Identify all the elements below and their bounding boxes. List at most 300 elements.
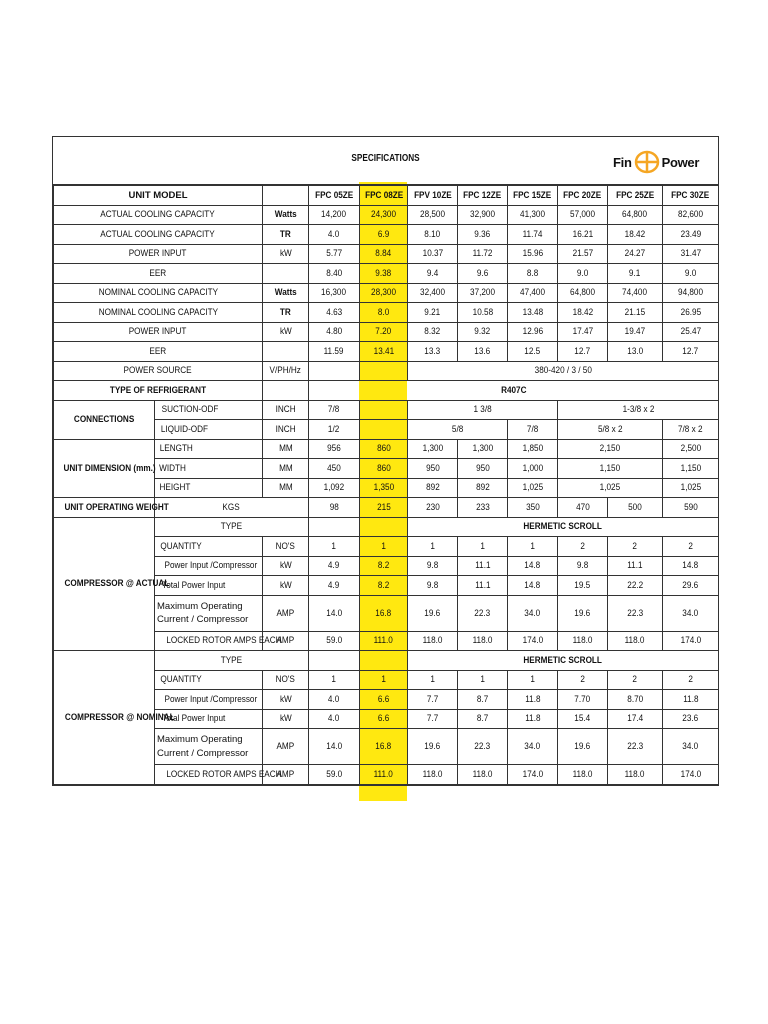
- performance-value: [558, 205, 608, 225]
- cell-text: 5/8: [451, 423, 464, 435]
- performance-unit-text: Watts: [274, 209, 297, 221]
- performance-value: [608, 342, 663, 362]
- performance-value: [608, 303, 663, 323]
- power-per-compressor-value-text: 8.7: [476, 693, 489, 705]
- total-power-input-value: [558, 709, 608, 729]
- height-label: [155, 478, 263, 498]
- liquid-empty: [360, 420, 408, 440]
- cell-text: FPC 08ZE: [365, 189, 404, 201]
- quantity-value-text: 2: [688, 674, 693, 686]
- compressor-type-label-text: TYPE: [220, 521, 243, 533]
- power-per-compressor-value-text: 4.0: [328, 693, 340, 705]
- performance-value: [408, 322, 458, 342]
- max-operating-current-value-text: 34.0: [524, 607, 541, 619]
- locked-rotor-amps-value: [458, 631, 508, 651]
- max-operating-current-unit: [263, 729, 309, 765]
- quantity-value: [360, 537, 408, 557]
- locked-rotor-amps-value: [309, 631, 360, 651]
- width-unit: [263, 459, 309, 479]
- max-operating-current-value: [408, 595, 458, 631]
- cell-text: FPC 20ZE: [563, 189, 602, 201]
- weight-value: [663, 498, 719, 518]
- locked-rotor-amps-label-text: LOCKED ROTOR AMPS EACH: [166, 635, 282, 647]
- max-operating-current-value-text: 14.0: [326, 607, 342, 619]
- power-per-compressor-value: [608, 690, 663, 710]
- performance-label-text: POWER INPUT: [129, 248, 187, 260]
- performance-value-text: 14,200: [321, 209, 347, 221]
- cell-text: FPC 25ZE: [615, 189, 655, 201]
- cell-text: 2,500: [680, 443, 701, 455]
- total-power-input-value: [508, 576, 558, 596]
- performance-unit-text: TR: [280, 306, 291, 318]
- performance-value-text: 32,900: [470, 209, 496, 221]
- fin-power-logo: [613, 149, 708, 175]
- quantity-value: [558, 670, 608, 690]
- performance-value: [360, 244, 408, 264]
- performance-value: [408, 303, 458, 323]
- performance-value-text: 13.6: [474, 345, 491, 357]
- performance-label-text: POWER INPUT: [129, 326, 187, 338]
- locked-rotor-amps-value-text: 174.0: [522, 768, 543, 780]
- performance-value-text: 18.42: [624, 228, 646, 240]
- total-power-input-value: [309, 709, 360, 729]
- cell-text: 892: [425, 482, 440, 494]
- performance-label: [54, 205, 263, 225]
- quantity-unit-text: NO'S: [275, 674, 296, 686]
- performance-value: [663, 244, 719, 264]
- performance-label: [54, 303, 263, 323]
- performance-unit-text: kW: [279, 326, 292, 338]
- weight-value: [608, 498, 663, 518]
- suction-empty: [360, 400, 408, 420]
- power-per-compressor-value-text: 6.6: [377, 693, 390, 705]
- performance-value-text: 13.0: [627, 345, 643, 357]
- performance-value-text: 82,600: [678, 209, 704, 221]
- performance-value: [458, 264, 508, 284]
- cell-text: 1,850: [522, 443, 543, 455]
- total-power-input-value-text: 4.0: [328, 713, 340, 725]
- height-value: [663, 478, 719, 498]
- unit-cell-empty: [263, 186, 309, 206]
- performance-value: [309, 264, 360, 284]
- locked-rotor-amps-unit-text: AMP: [276, 768, 295, 780]
- power-per-compressor-unit: [263, 556, 309, 576]
- cell-text: 98: [329, 501, 339, 513]
- performance-value-text: 64,800: [570, 287, 596, 299]
- length-label: [155, 439, 263, 459]
- liquid-value: [558, 420, 663, 440]
- quantity-value: [558, 537, 608, 557]
- performance-value: [608, 283, 663, 303]
- cell-text: 230: [425, 501, 440, 513]
- performance-value: [663, 283, 719, 303]
- total-power-input-value-text: 8.2: [377, 579, 390, 591]
- compressor-type-row: [54, 517, 719, 537]
- power-per-compressor-unit: [263, 690, 309, 710]
- max-operating-current-value: [608, 729, 663, 765]
- width-value: [558, 459, 663, 479]
- compressor-type-empty: [309, 651, 360, 671]
- performance-value: [608, 225, 663, 245]
- suction-row: [54, 400, 719, 420]
- performance-value: [608, 205, 663, 225]
- model-header: [608, 186, 663, 206]
- performance-row: [54, 322, 719, 342]
- total-power-input-value-text: 29.6: [682, 579, 699, 591]
- width-value: [360, 459, 408, 479]
- performance-value-text: 8.84: [375, 248, 392, 260]
- power-per-compressor-value-text: 9.8: [576, 560, 589, 572]
- locked-rotor-amps-value-text: 118.0: [472, 768, 493, 780]
- cell-text: 1,350: [373, 482, 394, 494]
- liquid-unit: [263, 420, 309, 440]
- cell-text: 1-3/8 x 2: [622, 404, 654, 416]
- cell-text: UNIT DIMENSION (mm.): [63, 462, 156, 474]
- quantity-label-text: QUANTITY: [160, 540, 202, 552]
- performance-value: [508, 342, 558, 362]
- weight-value: [508, 498, 558, 518]
- cell-text: 450: [327, 462, 341, 474]
- cell-text: TYPE OF REFRIGERANT: [109, 384, 207, 396]
- cell-text: V/PH/Hz: [269, 365, 302, 377]
- cell-text: 1,025: [680, 482, 701, 494]
- width-value: [508, 459, 558, 479]
- quantity-value-text: 2: [580, 540, 585, 552]
- performance-value: [608, 244, 663, 264]
- locked-rotor-amps-unit-text: AMP: [276, 635, 295, 647]
- performance-value-text: 74,400: [622, 287, 648, 299]
- performance-value-text: 12.5: [524, 345, 541, 357]
- performance-value-text: 4.80: [326, 326, 342, 338]
- performance-row: [54, 303, 719, 323]
- performance-label: [54, 283, 263, 303]
- page-title: SPECIFICATIONS: [351, 153, 420, 164]
- height-unit: [263, 478, 309, 498]
- performance-row: [54, 205, 719, 225]
- performance-value-text: 11.74: [522, 228, 543, 240]
- performance-value-text: 31.47: [680, 248, 701, 260]
- performance-value: [508, 225, 558, 245]
- compressor-section-label-text: COMPRESSOR @ NOMINAL: [64, 711, 175, 723]
- performance-value-text: 9.36: [474, 228, 491, 240]
- cell-text: FPC 05ZE: [314, 189, 354, 201]
- performance-value-text: 37,200: [470, 287, 496, 299]
- locked-rotor-amps-value-text: 118.0: [422, 768, 443, 780]
- performance-value-text: 64,800: [622, 209, 648, 221]
- performance-value-text: 32,400: [420, 287, 446, 299]
- performance-label: [54, 322, 263, 342]
- quantity-value: [408, 537, 458, 557]
- max-operating-current-value: [309, 595, 360, 631]
- performance-value: [558, 283, 608, 303]
- performance-value-text: 10.37: [422, 248, 443, 260]
- cell-text: 950: [425, 462, 440, 474]
- performance-label-text: NOMINAL COOLING CAPACITY: [98, 287, 218, 299]
- performance-value-text: 8.0: [377, 306, 390, 318]
- weight-value: [558, 498, 608, 518]
- performance-label-text: ACTUAL COOLING CAPACITY: [100, 209, 216, 221]
- performance-value: [508, 264, 558, 284]
- suction-value: [558, 400, 719, 420]
- max-operating-current-value-text: 34.0: [682, 741, 699, 752]
- cell-text: 1,300: [422, 443, 443, 455]
- power-source-row: [54, 361, 719, 381]
- performance-value: [408, 244, 458, 264]
- cell-text: SUCTION-ODF: [161, 404, 219, 416]
- height-value: [458, 478, 508, 498]
- unit-model-row: [54, 186, 719, 206]
- performance-value: [360, 264, 408, 284]
- cell-text: 7/8: [526, 423, 539, 435]
- total-power-input-value: [608, 709, 663, 729]
- power-per-compressor-label-text: Power Input /Compressor: [164, 560, 258, 572]
- model-header: [408, 186, 458, 206]
- performance-value-text: 11.59: [324, 345, 344, 357]
- compressor-section-label: [54, 517, 170, 651]
- power-per-compressor-value: [663, 556, 719, 576]
- total-power-input-value-text: 14.8: [524, 579, 541, 591]
- performance-label-text: EER: [149, 345, 167, 357]
- cell-text: 860: [376, 462, 391, 474]
- max-operating-current-value-text: 14.0: [326, 741, 342, 752]
- performance-unit: [263, 264, 309, 284]
- connections-label: [54, 400, 155, 439]
- performance-value-text: 9.1: [629, 267, 641, 279]
- performance-value-text: 19.47: [624, 326, 646, 338]
- height-value: [360, 478, 408, 498]
- quantity-label: [155, 670, 263, 690]
- width-value: [408, 459, 458, 479]
- performance-value: [408, 264, 458, 284]
- locked-rotor-amps-value: [608, 631, 663, 651]
- compressor-type-row: [54, 651, 719, 671]
- cell-text: 1,000: [522, 462, 543, 474]
- power-per-compressor-value: [558, 690, 608, 710]
- total-power-input-unit-text: kW: [279, 579, 292, 591]
- performance-label-text: ACTUAL COOLING CAPACITY: [100, 228, 216, 240]
- height-value: [558, 478, 663, 498]
- quantity-value-text: 1: [381, 674, 386, 686]
- cell-text: MM: [278, 462, 293, 474]
- length-value: [663, 439, 719, 459]
- max-operating-current-value: [458, 595, 508, 631]
- width-value: [309, 459, 360, 479]
- quantity-value-text: 1: [530, 674, 535, 686]
- model-header: [508, 186, 558, 206]
- height-value: [309, 478, 360, 498]
- performance-value-text: 28,500: [420, 209, 446, 221]
- total-power-input-unit: [263, 576, 309, 596]
- total-power-input-unit-text: kW: [279, 713, 292, 725]
- max-operating-current-value: [558, 729, 608, 765]
- performance-value-text: 21.57: [572, 248, 593, 260]
- cell-text: MM: [278, 482, 293, 494]
- cell-text: 7/8: [328, 404, 340, 416]
- performance-value: [508, 322, 558, 342]
- locked-rotor-amps-value-text: 174.0: [680, 635, 701, 647]
- length-value: [558, 439, 663, 459]
- total-power-input-value-text: 11.1: [474, 579, 491, 591]
- max-operating-current-value: [309, 729, 360, 765]
- performance-value: [558, 342, 608, 362]
- quantity-value: [608, 670, 663, 690]
- total-power-input-label-text: Total Power Input: [162, 579, 226, 591]
- performance-value: [608, 264, 663, 284]
- specifications-sheet: [52, 136, 719, 786]
- max-operating-current-value-text: 16.8: [375, 607, 392, 619]
- cell-text: 7/8 x 2: [678, 423, 703, 435]
- quantity-value: [608, 537, 663, 557]
- max-operating-current-label: [155, 595, 263, 631]
- weight-value: [360, 498, 408, 518]
- performance-value: [558, 244, 608, 264]
- max-operating-current-value-text: 19.6: [574, 741, 591, 752]
- power-per-compressor-value: [360, 556, 408, 576]
- cell-text: 1,150: [680, 462, 701, 474]
- power-per-compressor-value: [360, 690, 408, 710]
- cell-text: 860: [376, 443, 391, 455]
- power-per-compressor-label-text: Power Input /Compressor: [164, 693, 258, 705]
- cell-text: 892: [475, 482, 490, 494]
- power-per-compressor-unit-text: kW: [279, 560, 292, 572]
- performance-value: [458, 283, 508, 303]
- max-operating-current-unit: [263, 595, 309, 631]
- locked-rotor-amps-value: [508, 631, 558, 651]
- quantity-value-text: 1: [331, 540, 337, 552]
- performance-value: [458, 244, 508, 264]
- compressor-type-empty: [309, 517, 360, 537]
- performance-value: [663, 322, 719, 342]
- quantity-value-text: 1: [430, 674, 435, 686]
- performance-value: [458, 225, 508, 245]
- total-power-input-value: [309, 576, 360, 596]
- max-operating-current-unit-text: AMP: [276, 741, 295, 752]
- locked-rotor-amps-value-text: 174.0: [522, 635, 543, 647]
- performance-value-text: 24,300: [371, 209, 397, 221]
- power-per-compressor-value-text: 9.8: [426, 560, 439, 572]
- suction-unit: [263, 400, 309, 420]
- weight-unit: [155, 498, 309, 518]
- performance-value-text: 12.7: [682, 345, 699, 357]
- locked-rotor-amps-value: [508, 765, 558, 785]
- performance-value-text: 57,000: [570, 209, 596, 221]
- max-operating-current-label-text: Maximum Operating Current / Compressor: [157, 600, 249, 625]
- power-per-compressor-value: [458, 690, 508, 710]
- quantity-value-text: 2: [688, 540, 693, 552]
- performance-row: [54, 244, 719, 264]
- locked-rotor-amps-value: [360, 765, 408, 785]
- performance-value-text: 9.38: [375, 267, 392, 279]
- performance-value: [458, 342, 508, 362]
- locked-rotor-amps-value-text: 118.0: [422, 635, 443, 647]
- suction-value: [408, 400, 558, 420]
- compressor-type-label-text: TYPE: [220, 654, 243, 666]
- compressor-type-value: [408, 517, 719, 537]
- liquid-value: [309, 420, 360, 440]
- cell-text: 1 3/8: [473, 404, 492, 416]
- cell-text: FPC 15ZE: [513, 189, 552, 201]
- weight-label: [54, 498, 169, 518]
- length-value: [360, 439, 408, 459]
- max-operating-current-value: [408, 729, 458, 765]
- suction-label: [155, 400, 263, 420]
- performance-value-text: 15.96: [522, 248, 543, 260]
- locked-rotor-amps-value-text: 174.0: [680, 768, 701, 780]
- cell-text: INCH: [275, 404, 296, 416]
- liquid-value: [508, 420, 558, 440]
- performance-value: [309, 283, 360, 303]
- power-per-compressor-value: [309, 556, 360, 576]
- performance-value-text: 8.10: [424, 228, 441, 240]
- power-source-empty: [309, 361, 360, 381]
- total-power-input-value-text: 23.6: [682, 713, 699, 725]
- quantity-value-text: 2: [632, 674, 638, 686]
- power-per-compressor-unit-text: kW: [279, 693, 292, 705]
- total-power-input-value-text: 17.4: [627, 713, 643, 725]
- compressor-type-empty-highlight: [360, 651, 408, 671]
- model-header: [558, 186, 608, 206]
- logo-word-right: Power: [661, 154, 700, 170]
- power-per-compressor-value-text: 8.2: [377, 560, 390, 572]
- performance-value-text: 24.27: [624, 248, 646, 260]
- performance-value: [663, 264, 719, 284]
- performance-value-text: 4.0: [328, 228, 340, 240]
- performance-value: [508, 283, 558, 303]
- performance-unit-text: Watts: [274, 287, 297, 299]
- cell-text: 1,025: [599, 482, 621, 494]
- total-power-input-value: [360, 709, 408, 729]
- total-power-input-value-text: 19.5: [574, 579, 591, 591]
- quantity-value-text: 1: [331, 674, 337, 686]
- cell-text: CONNECTIONS: [73, 414, 135, 425]
- performance-unit: [263, 205, 309, 225]
- model-header: [360, 186, 408, 206]
- performance-value: [458, 205, 508, 225]
- total-power-input-value-text: 11.8: [524, 713, 541, 725]
- max-operating-current-value: [360, 595, 408, 631]
- model-header: [663, 186, 719, 206]
- quantity-label: [155, 537, 263, 557]
- performance-value-text: 13.3: [424, 345, 441, 357]
- performance-value-text: 17.47: [572, 326, 593, 338]
- cell-text: 950: [475, 462, 490, 474]
- quantity-value: [360, 670, 408, 690]
- quantity-value-text: 1: [480, 540, 485, 552]
- total-power-input-value: [508, 709, 558, 729]
- performance-value-text: 23.49: [680, 228, 701, 240]
- cell-text: INCH: [275, 423, 296, 435]
- width-label: [155, 459, 263, 479]
- performance-value-text: 13.41: [373, 345, 394, 357]
- performance-value-text: 13.48: [522, 306, 543, 318]
- locked-rotor-amps-value-text: 118.0: [572, 635, 593, 647]
- power-per-compressor-value: [408, 690, 458, 710]
- performance-value: [360, 342, 408, 362]
- refrigerant-row: [54, 381, 719, 401]
- performance-value: [663, 303, 719, 323]
- performance-row: [54, 283, 719, 303]
- performance-value-text: 26.95: [680, 306, 701, 318]
- model-header: [458, 186, 508, 206]
- max-operating-current-label-text: Maximum Operating Current / Compressor: [157, 734, 249, 759]
- max-operating-current-unit-text: AMP: [276, 607, 295, 619]
- power-per-compressor-value-text: 11.1: [474, 560, 491, 572]
- performance-value-text: 9.32: [474, 326, 491, 338]
- quantity-unit: [263, 537, 309, 557]
- performance-value: [608, 322, 663, 342]
- performance-value-text: 9.0: [684, 267, 697, 279]
- performance-value-text: 21.15: [624, 306, 646, 318]
